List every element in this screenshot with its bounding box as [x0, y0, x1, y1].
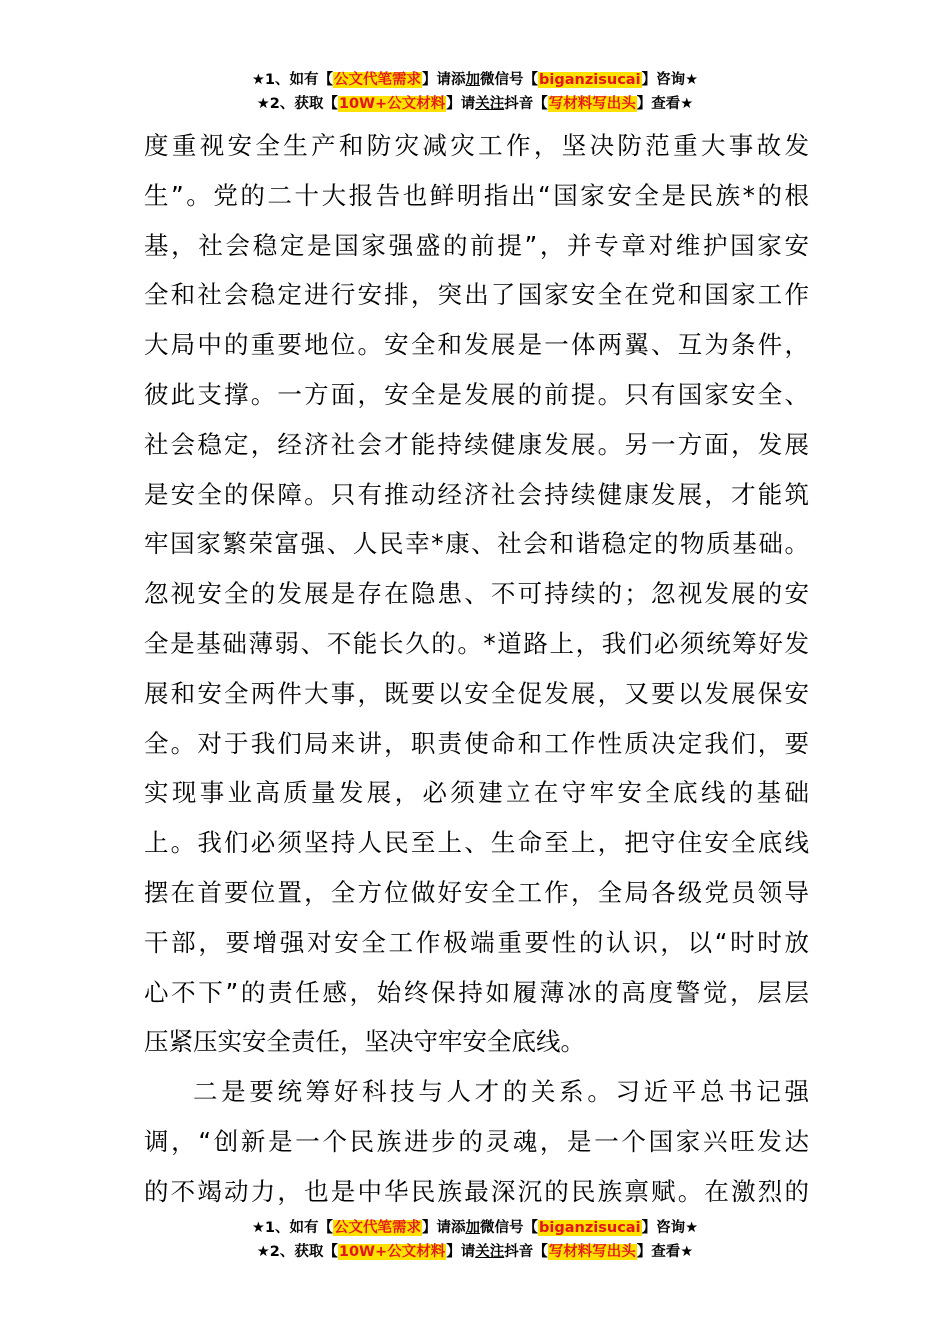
footer-underlined-follow: 关注 [475, 1244, 505, 1260]
body-line: 生”。党的二十大报告也鲜明指出“国家安全是民族*的根 [144, 180, 809, 210]
header-line-1-suffix: 】咨询★ [641, 72, 699, 88]
footer-highlight-douyin-account: 写材料写出头 [548, 1244, 636, 1260]
footer-line-1-text: 】请添 [422, 1220, 466, 1236]
body-line: 大局中的重要地位。安全和发展是一体两翼、互为条件， [144, 330, 809, 360]
document-body [144, 121, 809, 1217]
body-line-paragraph-end: 压紧压实安全责任，坚决守牢安全底线。 [144, 1027, 585, 1057]
footer-banner [0, 1216, 950, 1264]
footer-highlight-wechat-id: biganzisucai [539, 1220, 641, 1236]
body-line: 社会稳定，经济社会才能持续健康发展。另一方面，发展 [144, 429, 809, 459]
footer-line-1-prefix: ★1、如有【 [251, 1220, 334, 1236]
body-line: 彼此支撑。一方面，安全是发展的前提。只有国家安全、 [144, 379, 809, 409]
footer-line-2-prefix: ★2、获取【 [256, 1244, 338, 1260]
body-line: 忽视安全的发展是存在隐患、不可持续的；忽视发展的安 [144, 579, 809, 609]
header-line-1-prefix: ★1、如有【 [251, 72, 334, 88]
header-line-1 [0, 68, 950, 92]
header-line-2-text-2: 抖音【 [504, 96, 548, 112]
body-line: 全和社会稳定进行安排，突出了国家安全在党和国家工作 [144, 280, 809, 310]
header-line-1-text: 】请添 [422, 72, 466, 88]
footer-line-1-suffix: 】咨询★ [641, 1220, 699, 1236]
body-line: 干部，要增强对安全工作极端重要性的认识，以“时时放 [144, 927, 809, 957]
body-line: 调，“创新是一个民族进步的灵魂，是一个国家兴旺发达 [144, 1126, 809, 1156]
body-line: 全。对于我们局来讲，职责使命和工作性质决定我们，要 [144, 728, 809, 758]
footer-underlined-add: 加 [465, 1220, 481, 1236]
footer-highlight-materials: 10W+公文材料 [338, 1244, 446, 1260]
header-highlight-wechat-id: biganzisucai [539, 72, 641, 88]
body-line: 上。我们必须坚持人民至上、生命至上，把守住安全底线 [144, 828, 809, 858]
body-line: 心不下”的责任感，始终保持如履薄冰的高度警觉，层层 [144, 977, 809, 1007]
body-line: 展和安全两件大事，既要以安全促发展，又要以发展保安 [144, 678, 809, 708]
footer-highlight-writing-service: 公文代笔需求 [334, 1220, 422, 1236]
header-line-1-text-2: 微信号【 [480, 72, 539, 88]
body-line-paragraph-start: 二是要统筹好科技与人才的关系。习近平总书记强 [193, 1077, 809, 1107]
footer-line-2-text-2: 抖音【 [504, 1244, 548, 1260]
body-line: 基，社会稳定是国家强盛的前提”，并专章对维护国家安 [144, 230, 809, 260]
header-line-2 [0, 92, 950, 116]
footer-line-2-suffix: 】查看★ [636, 1244, 694, 1260]
header-highlight-writing-service: 公文代笔需求 [334, 72, 422, 88]
body-line: 牢国家繁荣富强、人民幸*康、社会和谐稳定的物质基础。 [144, 529, 809, 559]
header-highlight-douyin-account: 写材料写出头 [548, 96, 636, 112]
body-line: 的不竭动力，也是中华民族最深沉的民族禀赋。在激烈的 [144, 1176, 809, 1206]
header-line-2-suffix: 】查看★ [636, 96, 694, 112]
header-underlined-add: 加 [465, 72, 481, 88]
footer-line-2 [0, 1240, 950, 1264]
body-line: 是安全的保障。只有推动经济社会持续健康发展，才能筑 [144, 479, 809, 509]
footer-line-1-text-2: 微信号【 [480, 1220, 539, 1236]
footer-line-2-text: 】请 [446, 1244, 476, 1260]
body-line: 度重视安全生产和防灾减灾工作，坚决防范重大事故发 [144, 131, 809, 160]
footer-line-1 [0, 1216, 950, 1240]
header-line-2-text: 】请 [446, 96, 476, 112]
header-underlined-follow: 关注 [475, 96, 505, 112]
header-highlight-materials: 10W+公文材料 [338, 96, 446, 112]
header-banner [0, 68, 950, 116]
header-line-2-prefix: ★2、获取【 [256, 96, 338, 112]
body-line: 实现事业高质量发展，必须建立在守牢安全底线的基础 [144, 778, 809, 808]
body-line: 全是基础薄弱、不能长久的。*道路上，我们必须统筹好发 [144, 628, 809, 658]
body-line: 摆在首要位置，全方位做好安全工作，全局各级党员领导 [144, 877, 809, 907]
